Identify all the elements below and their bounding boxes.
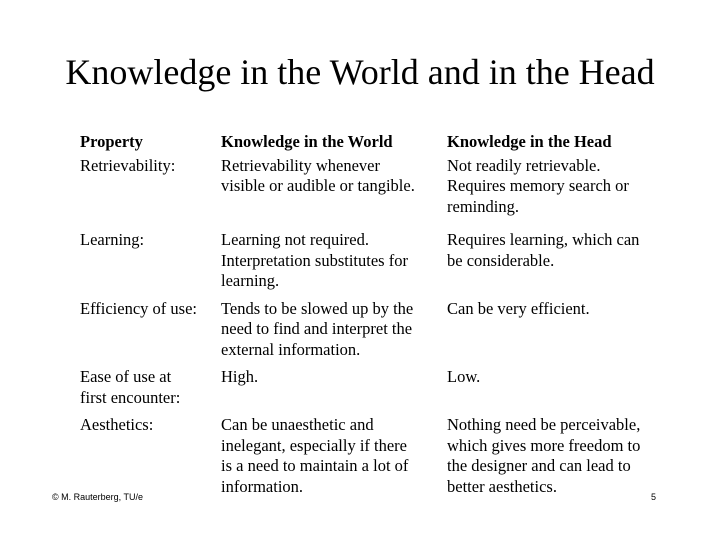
table-row (80, 367, 680, 408)
cell-text-line: first encounter: (80, 387, 181, 407)
knowledge-comparison-table (80, 132, 680, 497)
cell-text-line: Can be very efficient. (447, 298, 590, 318)
cell-text-line: which gives more freedom to (447, 435, 641, 455)
cell-text-line: Requires learning, which can (447, 230, 640, 249)
cell-property (80, 367, 221, 408)
cell-knowledge-in-head (447, 415, 680, 497)
cell-text-line: Ease of use at (80, 367, 172, 386)
cell-knowledge-in-head (447, 156, 680, 218)
cell-text-line: inelegant, especially if there (221, 435, 407, 455)
cell-knowledge-in-head (447, 230, 680, 292)
cell-text-line: reminding. (447, 196, 519, 216)
cell-text-line: learning. (221, 271, 280, 290)
cell-text-line: is a need to maintain a lot of (221, 456, 409, 475)
cell-text-line: Retrievability: (80, 155, 176, 175)
cell-text-line: information. (221, 476, 304, 496)
cell-property (80, 415, 221, 497)
cell-text-line: Aesthetics: (80, 415, 154, 434)
table-row (80, 230, 680, 292)
footer-credit: © M. Rauterberg, TU/e (52, 492, 143, 502)
cell-text-line: Learning: (80, 230, 145, 249)
cell-property (80, 156, 221, 218)
cell-text-line: Low. (447, 367, 481, 386)
table-row (80, 415, 680, 497)
cell-text-line: need to find and interpret the (221, 319, 413, 338)
table-header-row (80, 132, 680, 153)
cell-text-line: Interpretation substitutes for (221, 250, 408, 270)
cell-text-line: Efficiency of use: (80, 298, 197, 318)
cell-text-line: visible or audible or tangible. (221, 176, 415, 195)
cell-text-line: be considerable. (447, 250, 555, 270)
cell-knowledge-in-head (447, 299, 680, 361)
cell-text-line: Nothing need be perceivable, (447, 415, 641, 434)
cell-text-line: better aesthetics. (447, 476, 557, 496)
page-number: 5 (651, 492, 657, 502)
cell-text-line: the designer and can lead to (447, 456, 631, 475)
cell-text-line: Tends to be slowed up by the (221, 298, 414, 318)
cell-text-line: High. (221, 367, 259, 386)
slide-title: Knowledge in the World and in the Head (65, 52, 655, 92)
cell-property (80, 230, 221, 292)
header-property: Property (80, 132, 143, 151)
cell-knowledge-in-head (447, 367, 680, 408)
cell-text-line: Learning not required. (221, 230, 369, 249)
cell-property (80, 299, 221, 361)
cell-text-line: Can be unaesthetic and (221, 415, 374, 434)
cell-knowledge-in-world (221, 156, 447, 218)
header-knowledge-in-head: Knowledge in the Head (447, 132, 612, 151)
cell-text-line: external information. (221, 339, 361, 359)
header-knowledge-in-world: Knowledge in the World (221, 132, 393, 151)
cell-knowledge-in-world (221, 367, 447, 408)
table-body (80, 156, 680, 498)
cell-text-line: Requires memory search or (447, 176, 629, 195)
cell-knowledge-in-world (221, 299, 447, 361)
cell-text-line: Retrievability whenever (221, 155, 380, 175)
table-row (80, 299, 680, 361)
cell-knowledge-in-world (221, 230, 447, 292)
cell-text-line: Not readily retrievable. (447, 155, 601, 175)
cell-knowledge-in-world (221, 415, 447, 497)
table-row (80, 156, 680, 218)
